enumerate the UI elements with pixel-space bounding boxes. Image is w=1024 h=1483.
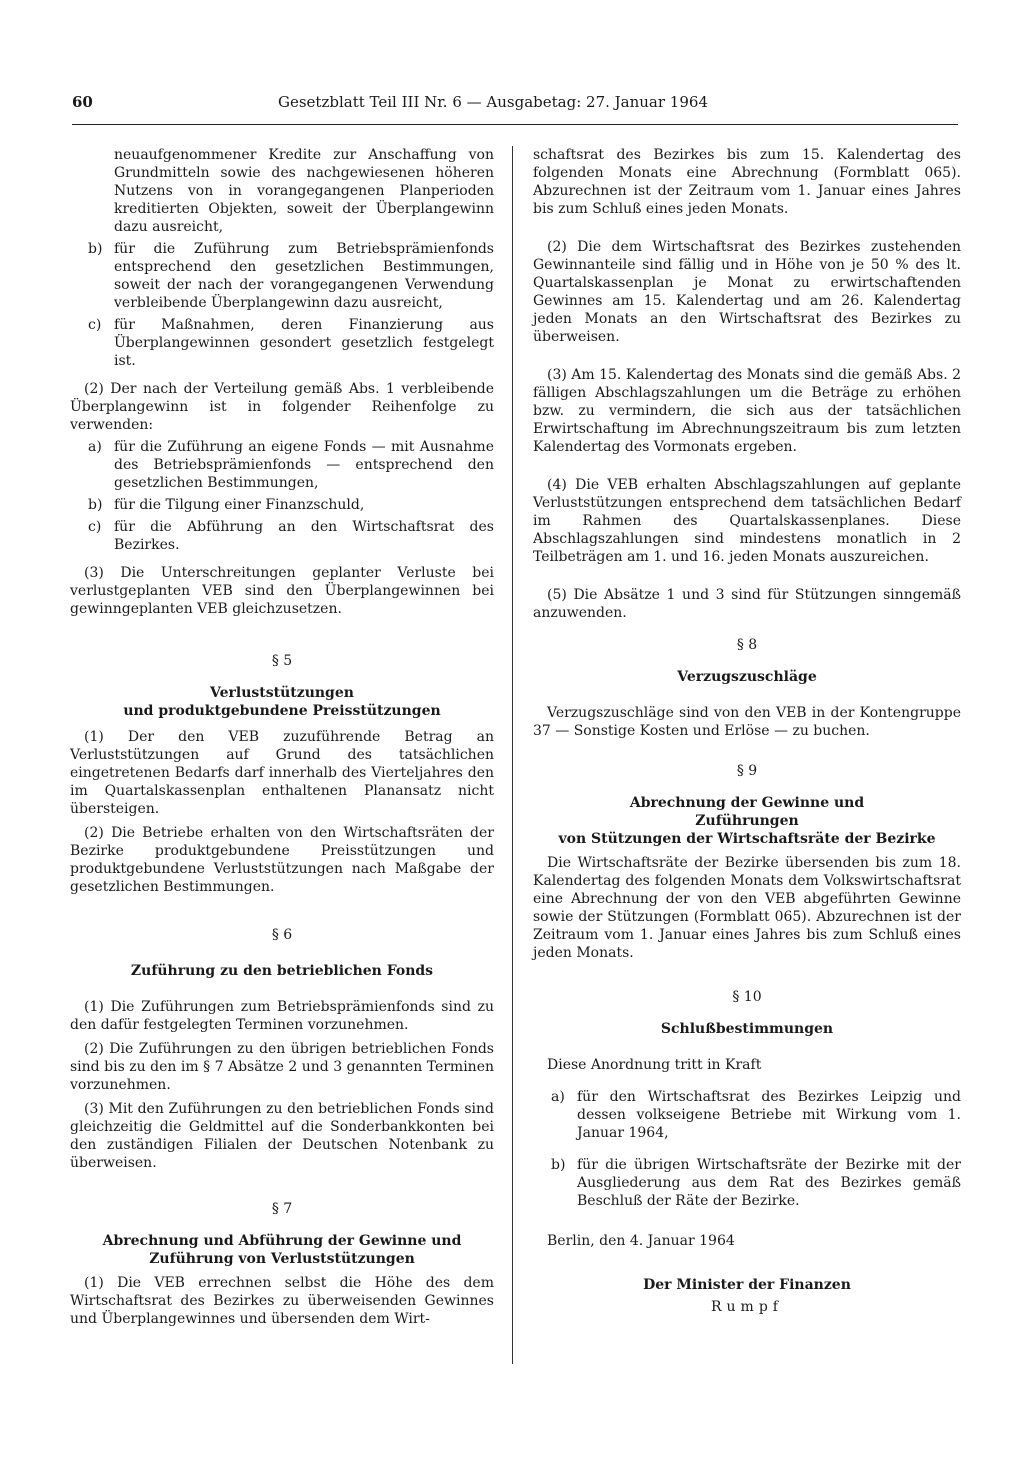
gazette-title: Gesetzblatt Teil III Nr. 6 — Ausgabetag: 27. Januar 1964 [278, 93, 708, 111]
place-date: Berlin, den 4. Januar 1964 [547, 1233, 735, 1249]
item-text: für die Zuführung zum Betriebsprämienfonds entsprechend den gesetzlichen Bestimmungen, soweit der nach der vorangegangenen Verwendung verbleibende Überplangewinn dazu ausreicht, [114, 241, 494, 311]
item-text: für die Zuführung an eigene Fonds — mit Ausnahme des Betriebsprämienfonds — entsprechend den gesetzlichen Bestimmungen, [114, 439, 494, 491]
column-divider [512, 146, 513, 1364]
left-column [70, 146, 494, 1328]
section-title: Schlußbestimmungen [660, 1021, 834, 1037]
section-number: § 10 [732, 989, 762, 1005]
section-title: von Stützungen der Wirtschaftsräte der Bezirke [558, 831, 936, 847]
item-label: a) [88, 439, 102, 455]
section-number: § 8 [736, 637, 758, 653]
continued-text: neuaufgenommener Kredite zur Anschaffung von Grundmitteln sowie des nachgewiesenen höheren Nutzens von in vorangegangenen Planperioden kreditierten Objekten, soweit der Überplangewinn dazu ausreicht, [114, 147, 494, 235]
section-title: Verzugszuschläge [677, 669, 817, 685]
section-title: Abrechnung und Abführung der Gewinne und [102, 1233, 462, 1249]
section-title: Zuführung zu den betrieblichen Fonds [130, 963, 434, 979]
paragraph: (2) Die Zuführungen zu den übrigen betrieblichen Fonds sind bis zu den im § 7 Absätze 2 und 3 genannten Terminen vorzunehmen. [70, 1041, 494, 1093]
paragraph: (1) Die VEB errechnen selbst die Höhe des dem Wirtschaftsrat des Bezirkes zu überweisenden Gewinnes und Überplangewinnes und übersenden dem Wirt- [70, 1275, 494, 1327]
item-label: b) [88, 497, 103, 513]
item-label: c) [88, 519, 102, 535]
page-header [72, 93, 958, 121]
section-number: § 6 [271, 927, 293, 943]
section-title: und produktgebundene Preisstützungen [123, 703, 441, 719]
item-label: c) [88, 317, 102, 333]
list-item [70, 438, 494, 492]
section-title: Verluststützungen [210, 685, 354, 701]
section-number: § 9 [736, 763, 758, 779]
item-label: b) [551, 1157, 566, 1173]
item-text: für die Abführung an den Wirtschaftsrat des Bezirkes. [114, 519, 494, 553]
paragraph: (3) Am 15. Kalendertag des Monats sind die gemäß Abs. 2 fälligen Abschlagszahlungen um die Beträge zu erhöhen bzw. zu vermindern, die sich aus der tatsächlichen Erwirtschaftung im Abrechnungszeitraum bis zum letzten Kalendertag des Vormonats ergeben. [533, 367, 962, 455]
item-text: für die übrigen Wirtschaftsräte der Bezirke mit der Ausgliederung aus dem Rat des Bezirkes gemäß Beschluß der Räte der Bezirke. [577, 1157, 961, 1209]
paragraph: (3) Mit den Zuführungen zu den betrieblichen Fonds sind gleichzeitig die Geldmittel auf die Sonderbankkonten bei den zuständigen Filialen der Deutschen Notenbank zu überweisen. [70, 1101, 494, 1171]
paragraph: (4) Die VEB erhalten Abschlagszahlungen auf geplante Verluststützungen entsprechend dem tatsächlichen Bedarf im Rahmen des Quartalskassenplanes. Diese Abschlagszahlungen sind mindestens monatlich in 2 Teilbeträgen am 1. und 16. jeden Monats auszureichen. [533, 477, 961, 565]
item-text: für Maßnahmen, deren Finanzierung aus Überplangewinnen gesondert gesetzlich festgelegt ist. [114, 317, 494, 369]
section-title: Zuführung von Verluststützungen [149, 1251, 415, 1267]
item-text: für den Wirtschaftsrat des Bezirkes Leipzig und dessen volkseigene Betriebe mit Wirkung vom 1. Januar 1964, [577, 1089, 961, 1141]
paragraph: (1) Die Zuführungen zum Betriebsprämienfonds sind zu den dafür festgelegten Terminen vorzunehmen. [70, 999, 494, 1033]
item-label: a) [551, 1089, 565, 1105]
paragraph: (2) Der nach der Verteilung gemäß Abs. 1 verbleibende Überplangewinn ist in folgender Reihenfolge zu verwenden: [70, 381, 494, 433]
right-column [533, 146, 961, 1316]
list-item [70, 518, 494, 554]
list-item [70, 240, 494, 312]
item-label: b) [88, 241, 103, 257]
signer-name: Rumpf [711, 1299, 783, 1315]
header-rule [72, 124, 958, 125]
section-number: § 7 [271, 1201, 293, 1217]
continued-text: schaftsrat des Bezirkes bis zum 15. Kalendertag des folgenden Monats eine Abrechnung (Formblatt 065). Abzurechnen ist der Zeitraum vom 1. Januar eines Jahres bis zum Schluß eines jeden Monats. [533, 147, 961, 217]
paragraph: Diese Anordnung tritt in Kraft [547, 1057, 762, 1073]
paragraph: (1) Der den VEB zuzuführende Betrag an Verluststützungen auf Grund des tatsächlichen eingetretenen Bedarfs darf innerhalb des Vierteljahres den im Quartalskassenplan enthaltenen Planansatz nicht übersteigen. [70, 729, 494, 817]
paragraph: (2) Die Betriebe erhalten von den Wirtschaftsräten der Bezirke produktgebundene Preisstützungen und produktgebundene Verluststützungen nach Maßgabe der gesetzlichen Bestimmungen. [70, 825, 494, 895]
section-number: § 5 [271, 653, 293, 669]
paragraph: (2) Die dem Wirtschaftsrat des Bezirkes zustehenden Gewinnanteile sind fällig und in Höhe von je 50 % des lt. Quartalskassenplan je Monat zu erwirtschaftenden Gewinnes am 15. Kalendertag und am 26. Kalendertag jeden Monats an den Wirtschaftsrat des Bezirkes zu überweisen. [533, 239, 961, 345]
paragraph: Verzugszuschläge sind von den VEB in der Kontengruppe 37 — Sonstige Kosten und Erlöse — zu buchen. [533, 705, 961, 739]
paragraph: (3) Die Unterschreitungen geplanter Verluste bei verlustgeplanten VEB sind den Überplangewinnen bei gewinngeplanten VEB gleichzusetzen. [70, 565, 494, 617]
list-item [533, 1088, 961, 1142]
paragraph: Die Wirtschaftsräte der Bezirke übersenden bis zum 18. Kalendertag des folgenden Monats dem Volkswirtschaftsrat eine Abrechnung der von den VEB abgeführten Gewinne sowie der Stützungen (Formblatt 065). Abzurechnen ist der Zeitraum vom 1. Januar eines Jahres bis zum Schluß eines jeden Monats. [533, 855, 961, 961]
list-item [70, 316, 494, 370]
page-number: 60 [72, 93, 93, 111]
paragraph: (5) Die Absätze 1 und 3 sind für Stützungen sinngemäß anzuwenden. [533, 587, 961, 621]
item-text: für die Tilgung einer Finanzschuld, [114, 497, 365, 513]
list-item [533, 1156, 961, 1210]
list-item [70, 496, 494, 514]
signer-title: Der Minister der Finanzen [643, 1277, 851, 1293]
section-title: Zuführungen [695, 813, 799, 829]
section-title: Abrechnung der Gewinne und [629, 795, 865, 811]
